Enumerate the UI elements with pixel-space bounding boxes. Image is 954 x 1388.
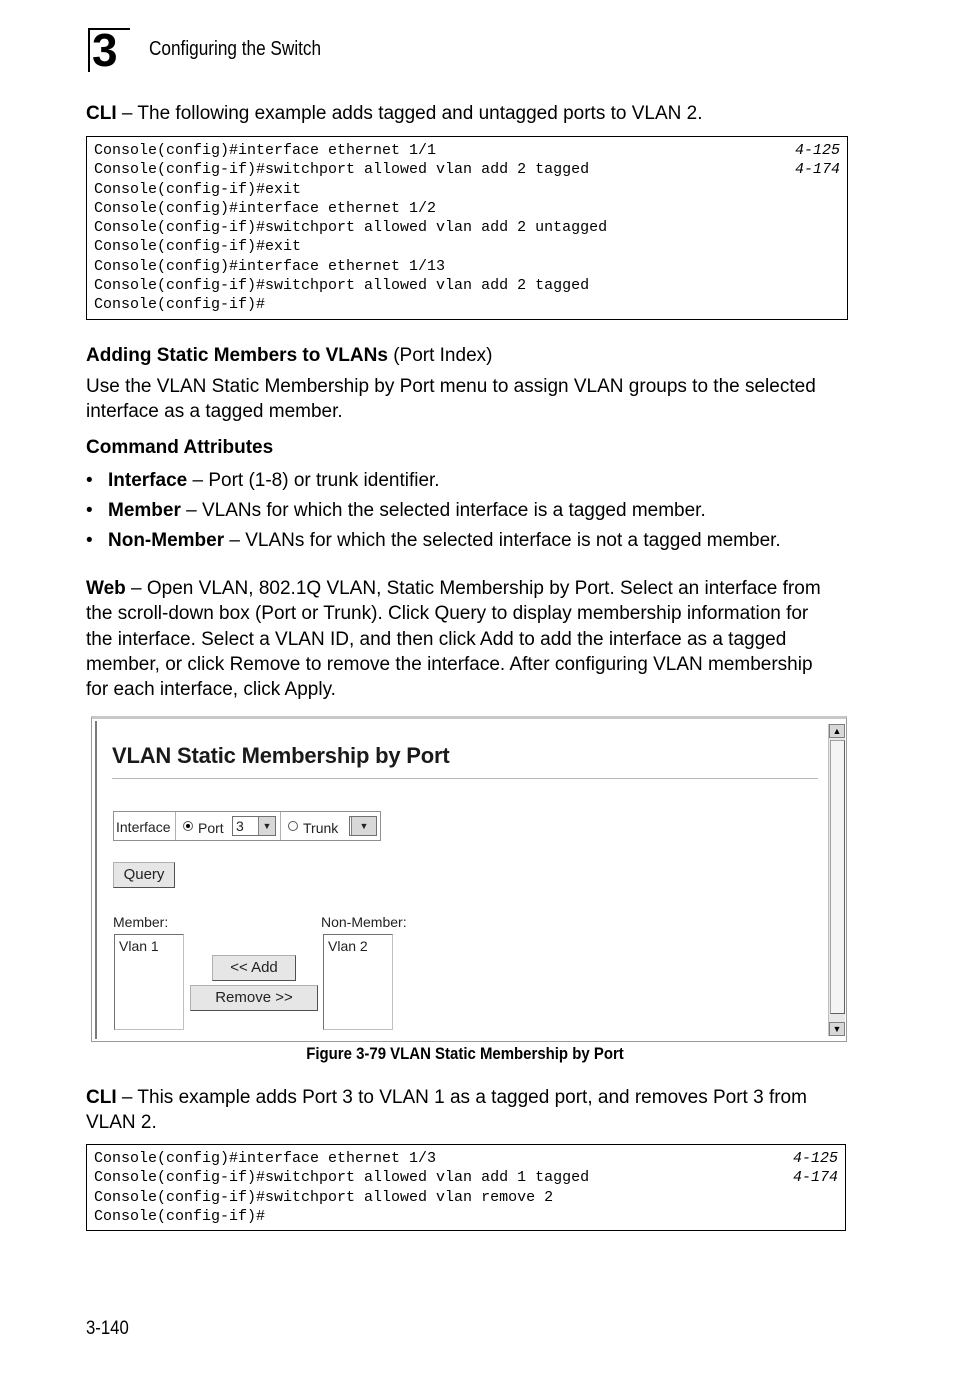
bullet-desc: – VLANs for which the selected interface is not a tagged member. [224,530,781,551]
code-line [94,1188,845,1207]
chapter-title: Configuring the Switch [149,38,322,60]
query-button[interactable]: Query [113,862,175,888]
cli-intro-text: – The following example adds tagged and untagged ports to VLAN 2. [116,103,703,124]
screenshot-title: VLAN Static Membership by Port [112,743,450,768]
cli-label: CLI [86,1087,117,1108]
page-number: 3-140 [86,1318,129,1339]
code-line [94,160,847,179]
code-text: Console(config-if)#switchport allowed vlan add 1 tagged [94,1169,590,1187]
code-text: Console(config-if)#switchport allowed vlan add 2 tagged [94,161,590,179]
member-label: Member: [113,914,169,930]
bullet-dot: • [86,500,93,521]
web-paragraph [86,576,838,702]
bullet-term: Member [108,500,181,521]
remove-button[interactable]: Remove >> [190,985,318,1011]
bullet-dot: • [86,470,93,491]
code-line [94,180,847,199]
code-line [94,199,847,218]
scroll-thumb[interactable] [830,740,845,1014]
non-member-list-item[interactable]: Vlan 2 [328,938,368,954]
cli-intro-1 [86,101,846,126]
code-block-1 [86,136,848,320]
cli-intro-text: – This example adds Port 3 to VLAN 1 as a tagged port, and removes Port 3 from VLAN 2. [86,1087,807,1134]
interface-label-cell [114,812,176,840]
bullet-non-member [86,530,781,552]
port-radio[interactable] [183,821,193,831]
web-label: Web [86,578,126,599]
title-divider [112,778,818,779]
scroll-up-icon[interactable]: ▲ [829,724,845,738]
port-cell [176,812,281,840]
cli-intro-2 [86,1085,838,1136]
attributes-heading: Command Attributes [86,437,274,458]
interface-label: Interface [116,819,171,835]
figure-caption: Figure 3-79 VLAN Static Membership by Port [306,1044,624,1063]
code-page-reference: 4-125 [794,142,840,159]
section-intro: Use the VLAN Static Membership by Port menu to assign VLAN groups to the selected interface as a tagged member. [86,376,816,423]
cli-label: CLI [86,103,117,124]
port-select[interactable] [232,816,276,836]
trunk-radio[interactable] [288,821,298,831]
code-line [94,295,847,314]
bullet-member [86,500,706,522]
code-line [94,257,847,276]
code-page-reference: 4-174 [792,1169,838,1187]
scroll-down-icon[interactable]: ▼ [829,1022,845,1036]
code-text: Console(config-if)#switchport allowed vlan add 2 untagged [94,219,608,237]
chevron-down-icon[interactable]: ▼ [351,817,376,835]
section-heading-bold: Adding Static Members to VLANs [86,345,388,366]
code-text: Console(config-if)# [94,296,266,314]
bullet-desc: – Port (1-8) or trunk identifier. [187,470,440,491]
bullet-dot: • [86,530,93,551]
code-line [94,141,847,160]
code-text: Console(config)#interface ethernet 1/1 [94,142,437,159]
code-line [94,218,847,237]
non-member-listbox[interactable] [323,934,393,1030]
chapter-number: 3 [92,24,117,76]
code-line [94,276,847,295]
port-label: Port [198,820,224,836]
code-line [94,1149,845,1168]
code-text: Console(config-if)# [94,1207,266,1225]
add-button[interactable]: << Add [212,955,296,981]
bullet-term: Interface [108,470,188,491]
code-text: Console(config-if)#exit [94,180,302,198]
vertical-scrollbar[interactable] [828,724,845,1036]
screenshot-frame [95,721,827,1039]
code-line [94,237,847,256]
interface-selector [113,811,381,841]
code-text: Console(config)#interface ethernet 1/13 [94,257,446,275]
code-text: Console(config-if)#switchport allowed vlan add 2 tagged [94,277,590,295]
code-page-reference: 4-125 [792,1150,838,1167]
code-block-2 [86,1144,846,1231]
trunk-cell [281,812,380,840]
trunk-label: Trunk [303,820,339,836]
code-line [94,1207,845,1226]
chevron-down-icon[interactable]: ▼ [258,817,275,835]
bullet-desc: – VLANs for which the selected interface is a tagged member. [180,500,706,521]
code-text: Console(config)#interface ethernet 1/3 [94,1150,437,1167]
member-list-item[interactable]: Vlan 1 [119,938,159,954]
bullet-interface [86,470,440,492]
code-line [94,1168,845,1187]
code-text: Console(config-if)#switchport allowed vlan remove 2 [94,1188,554,1206]
code-text: Console(config)#interface ethernet 1/2 [94,199,437,217]
trunk-select[interactable] [349,816,377,836]
code-page-reference: 4-174 [794,161,840,179]
vlan-membership-screenshot [91,716,847,1042]
section-heading-suffix: (Port Index) [387,345,493,366]
non-member-label: Non-Member: [321,914,407,930]
chapter-number-box [88,24,130,76]
code-text: Console(config-if)#exit [94,238,302,256]
port-select-value: 3 [236,818,244,834]
web-text: – Open VLAN, 802.1Q VLAN, Static Membership by Port. Select an interface from the scroll-down box (Port or Trunk). Click Query to display membership information for the interface. Select a VLAN ID, and then click Add to add the interface as a tagged member, or click Remove to remove the interface. After configuring VLAN membership for each interface, click Apply. [86,578,821,701]
bullet-term: Non-Member [108,530,225,551]
member-listbox[interactable] [114,934,184,1030]
section-heading [86,345,492,367]
